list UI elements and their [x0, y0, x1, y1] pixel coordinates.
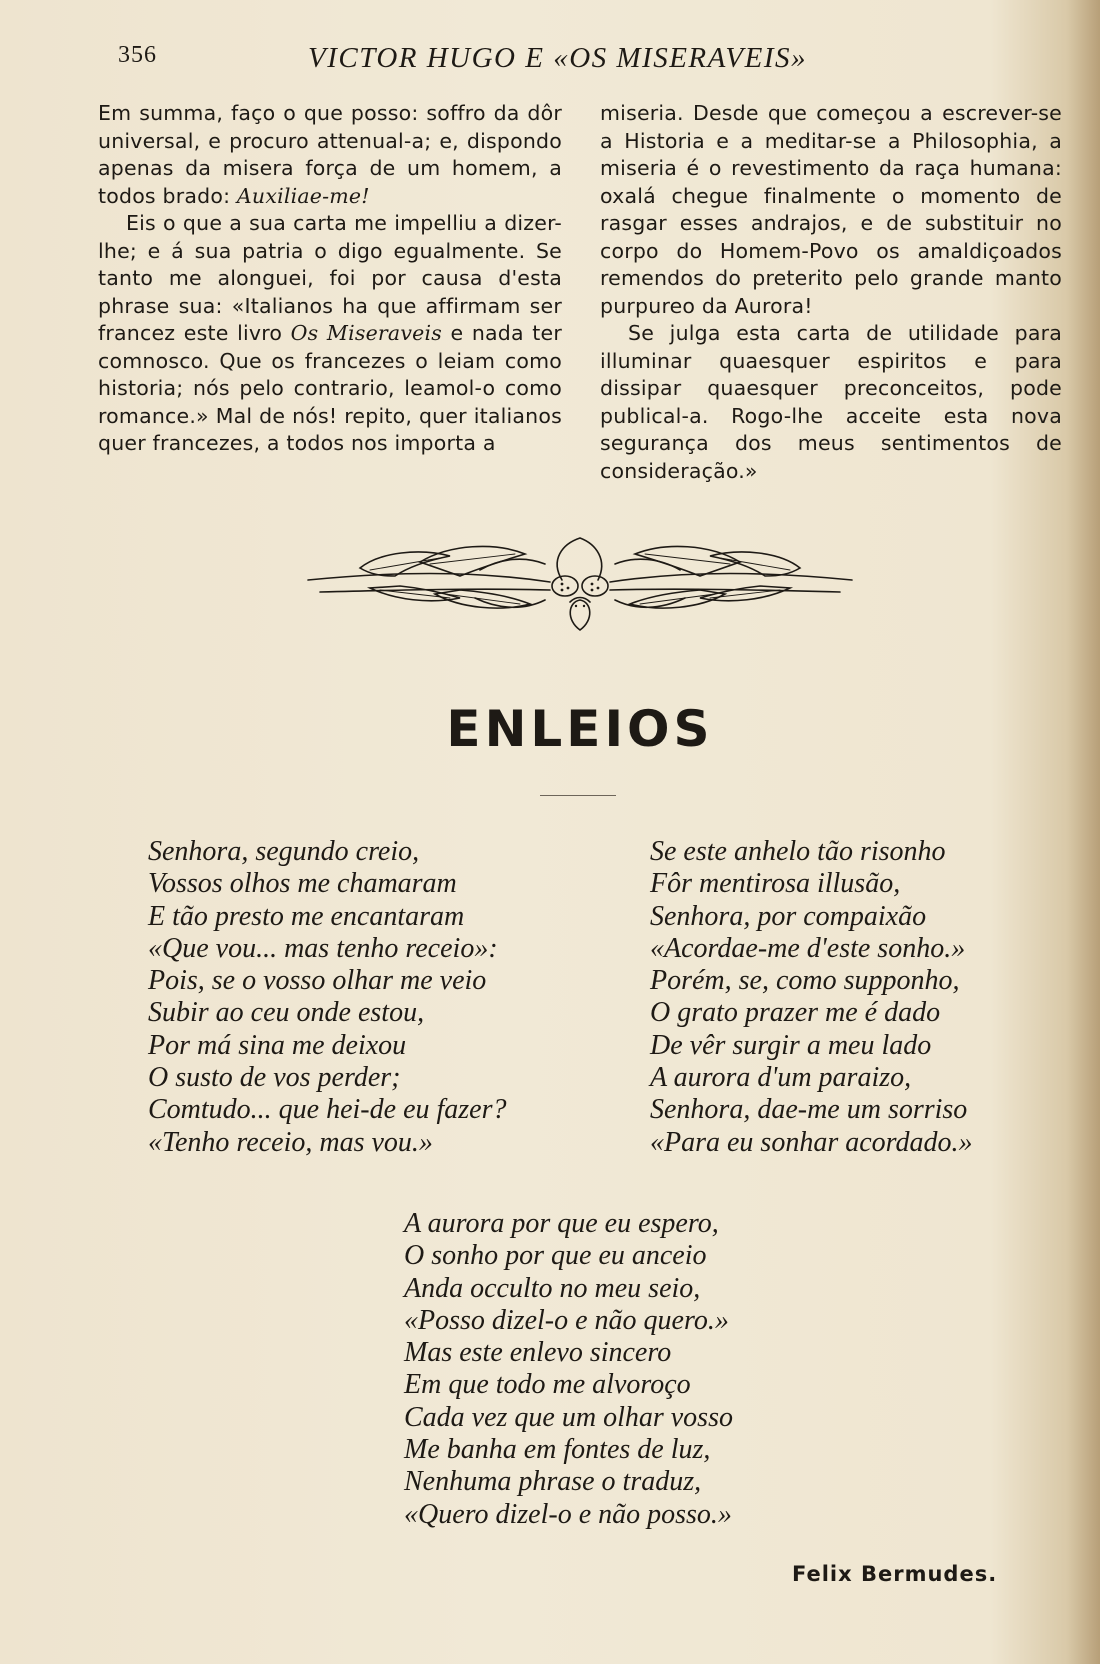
running-title: VICTOR HUGO E «OS MISERAVEIS» [308, 42, 808, 74]
verse-line: Vossos olhos me chamaram [148, 868, 457, 900]
verse-line: Comtudo... que hei-de eu fazer? [148, 1094, 507, 1126]
prose-paragraph: Eis o que a sua carta me impelliu a dizer-lhe; e á sua patria o digo egualmente. Se tanto me alonguei, foi por causa d'esta phrase sua: «Italianos ha que affirmam ser francez este livro Os Miseraveis e nada ter comnosco. Que os francezes o leiam como historia; nós pelo contrario, leamol-o como romance.» Mal de nós! repito, quer italianos quer francezes, a todos nos importa a [98, 211, 562, 455]
verse-line: Mas este enlevo sincero [404, 1337, 672, 1369]
verse-line: Se este anhelo tão risonho [650, 836, 946, 867]
title-divider [540, 795, 616, 796]
poem-title: ENLEIOS [446, 700, 714, 758]
verse-line: «Acordae-me d'este sonho.» [650, 932, 966, 964]
verse-line: «Que vou... mas tenho receio»: [148, 932, 498, 964]
poem-stanza-1 [148, 836, 507, 1159]
verse-line: Em que todo me alvoroço [404, 1369, 691, 1401]
verse-line: «Quero dizel-o e não posso.» [404, 1498, 732, 1530]
poem-stanza-2 [650, 836, 973, 1159]
verse-line: Subir ao ceu onde estou, [148, 997, 425, 1029]
verse-line: Anda occulto no meu seio, [404, 1272, 701, 1304]
verse-line: O sonho por que eu anceio [404, 1240, 707, 1272]
verse-line: Senhora, por compaixão [650, 900, 927, 932]
prose-paragraph: miseria. Desde que começou a escrever-se a Historia e a meditar-se a Philosophia, a miseria é o revestimento da raça humana: oxalá chegue finalmente o momento de rasgar esses andrajos, e de substituir no corpo do Homem-Povo os amaldiçoados remendos do preterito pelo grande manto purpureo da Aurora! [600, 101, 1062, 318]
prose-paragraph: Se julga esta carta de utilidade para illuminar quaesquer espiritos e para dissipar quaesquer preconceitos, pode publical-a. Rogo-lhe acceite esta nova segurança dos meus sentimentos de consideração.» [600, 321, 1062, 483]
page-number: 356 [118, 42, 157, 68]
verse-line: Nenhuma phrase o traduz, [404, 1466, 702, 1498]
page-header [118, 42, 950, 82]
verse-line: Porém, se, como supponho, [650, 965, 960, 997]
verse-line: A aurora por que eu espero, [404, 1208, 719, 1239]
verse-line: «Tenho receio, mas vou.» [148, 1126, 433, 1158]
oak-leaves-ornament-icon [300, 530, 860, 635]
verse-line: Por má sina me deixou [148, 1029, 407, 1061]
verse-line: «Para eu sonhar acordado.» [650, 1126, 973, 1158]
verse-line: A aurora d'um paraizo, [650, 1062, 912, 1094]
verse-line: O grato prazer me é dado [650, 997, 941, 1029]
verse-line: «Posso dizel-o e não quero.» [404, 1304, 729, 1336]
verse-line: De vêr surgir a meu lado [650, 1029, 932, 1061]
author-signature: Felix Bermudes. [792, 1562, 998, 1586]
poem-stanza-3 [404, 1208, 733, 1531]
verse-line: Cada vez que um olhar vosso [404, 1401, 733, 1433]
verse-line: E tão presto me encantaram [148, 900, 465, 932]
italic-book-title: Os Miseraveis [290, 321, 442, 345]
prose-column-right [600, 100, 1062, 485]
prose-paragraph: Em summa, faço o que posso: soffro da dôr universal, e procuro attenual-a; e, dispondo apenas da misera força de um homem, a todos brado: Auxiliae-me! [98, 101, 562, 208]
verse-line: Pois, se o vosso olhar me veio [148, 965, 487, 997]
verse-line: Fôr mentirosa illusão, [650, 868, 901, 900]
verse-line: Me banha em fontes de luz, [404, 1434, 711, 1466]
italic-phrase: Auxiliae-me! [236, 183, 370, 208]
verse-line: Senhora, segundo creio, [148, 836, 420, 867]
verse-line: Senhora, dae-me um sorriso [650, 1094, 968, 1126]
prose-column-left [98, 100, 562, 458]
verse-line: O susto de vos perder; [148, 1062, 401, 1094]
